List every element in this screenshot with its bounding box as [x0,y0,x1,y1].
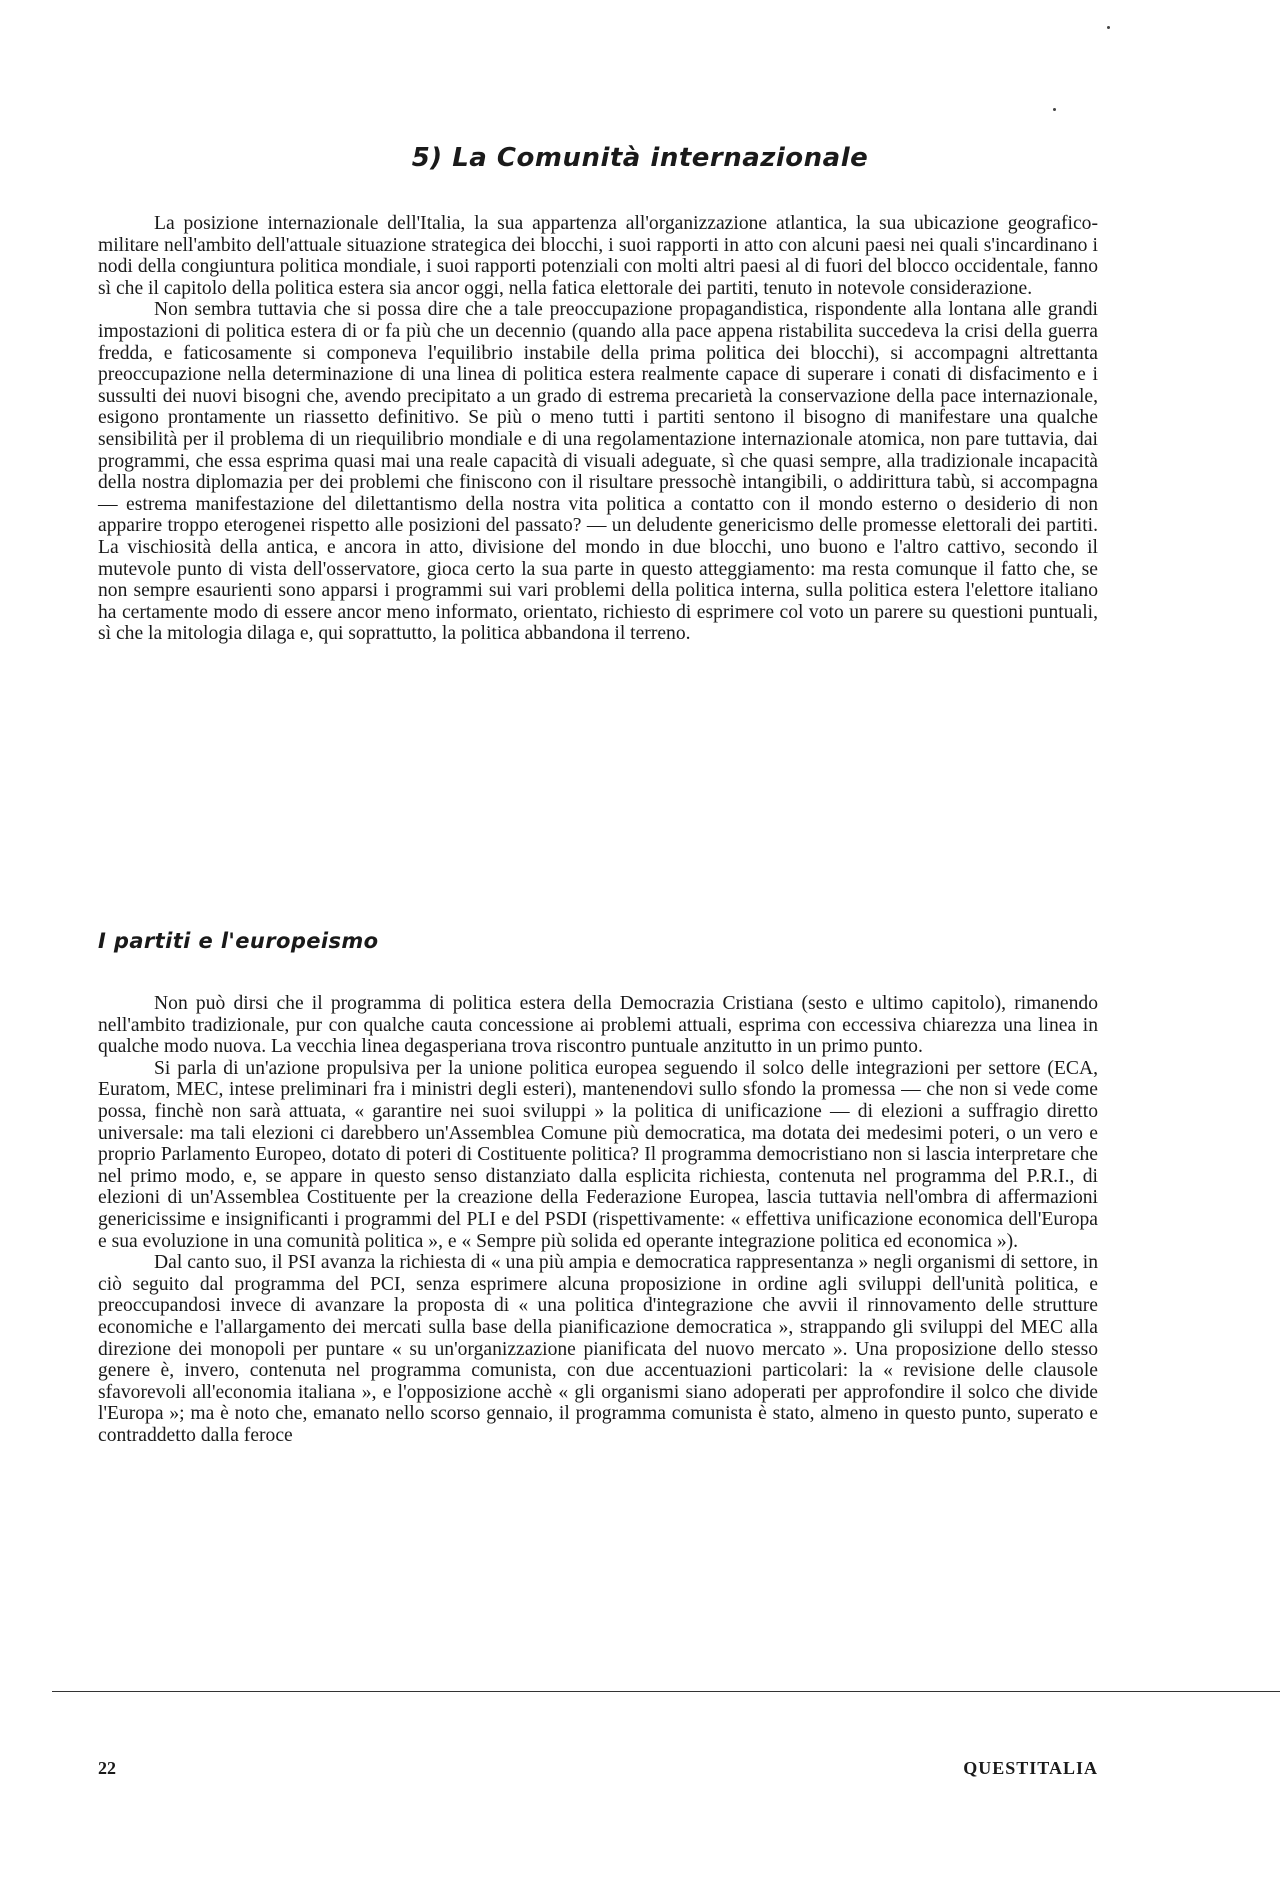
page-number: 22 [98,1758,116,1778]
strike-through-rule [52,1691,1280,1692]
section-title: 5) La Comunità internazionale [411,143,869,173]
paragraph: Non può dirsi che il programma di politica estera della Democrazia Cristiana (sesto e ultimo capitolo), rimanendo nell'ambito tradizionale, pur con qualche cauta concessione ai problemi attuali, esprima con eccessiva chiarezza una linea in qualche modo nuova. La vecchia linea degasperiana trova riscontro puntuale anzitutto in un primo punto. [98,993,1098,1058]
subheading-europeanism: I partiti e l'europeismo [98,929,379,953]
paragraph: La posizione internazionale dell'Italia, la sua appartenza all'organizzazione atlantica, la sua ubicazione geografico-militare nell'ambito dell'attuale situazione strategica dei blocchi, i suoi rapporti in atto con alcuni paesi nei quali s'incardinano i nodi della congiuntura politica mondiale, i suoi rapporti potenziali con molti altri paesi al di fuori del blocco occidentale, fanno sì che il capitolo della politica estera sia ancor oggi, nella fatica elettorale dei partiti, tenuto in notevole considerazione. [98,213,1098,299]
paragraph: Non sembra tuttavia che si possa dire che a tale preoccupazione propagandistica, rispondente alla lontana alle grandi impostazioni di politica estera di or fa più che un decennio (quando alla pace appena ristabilita succedeva la crisi della guerra fredda, e faticosamente si componeva l'equilibrio instabile della prima politica dei blocchi), si accompagni altrettanta preoccupazione nella determinazione di una linea di politica estera realmente capace di superare i conati di disfacimento e i sussulti dei nuovi bisogni che, avendo precipitato a un grado di estrema precarietà la conservazione della pace internazionale, esigono prontamente un riassetto definitivo. Se più o meno tutti i partiti sentono il bisogno di manifestare una qualche sensibilità per il problema di un riequilibrio mondiale e di una regolamentazione internazionale atomica, non pare tuttavia, dai programmi, che essa esprima quasi mai una reale capacità di visuali adeguate, sì che quasi sempre, alla tradizionale incapacità della nostra diplomazia per dei problemi che finiscono con il risultare pressochè intangibili, o addirittura tabù, si accompagna — estrema manifestazione del dilettantismo della nostra vita politica a contatto con il mondo esterno o desiderio di non apparire troppo eterogenei rispetto alle posizioni del passato? — un deludente genericismo delle promesse elettorali dei partiti. La vischiosità della antica, e ancora in atto, divisione del mondo in due blocchi, uno buono e l'altro cattivo, secondo il mutevole punto di vista dell'osservatore, gioca certo la sua parte in questo atteggiamento: ma resta comunque il fatto che, se non sempre esaurienti sono apparsi i programmi sui vari problemi della politica interna, sulla politica estera l'elettore italiano ha certamente modo di essere ancor meno informato, orientato, richiesto di esprimere col voto un parere su questioni puntuali, sì che la mitologia dilaga e, qui soprattutto, la politica abbandona il terreno. [98,299,1098,645]
paragraph: Dal canto suo, il PSI avanza la richiesta di « una più ampia e democratica rappresentanza » negli organismi di settore, in ciò seguito dal programma del PCI, senza esprimere alcuna proposizione in ordine agli sviluppi dell'unità politica, e preoccupandosi invece di avanzare la proposta di « una politica d'integrazione che avvii il rinnovamento delle strutture economiche e l'allargamento dei mercati sulla base della pianificazione democratica », strappando gli sviluppi del MEC alla direzione dei monopoli per puntare « su un'organizzazione pianificata del nuovo mercato ». Una proposizione dello stesso genere è, invero, contenuta nel programma comunista, con due accentuazioni particolari: la « revisione delle clausole sfavorevoli all'economia italiana », e l'opposizione acchè « gli organismi siano adoperati per approfondire il solco che divide l'Europa »; ma è noto che, emanato nello scorso gennaio, il programma comunista è stato, almeno in questo punto, superato e contraddetto dalla feroce [98,1252,1098,1446]
section-europeanism-body [98,993,1098,1446]
scan-speck [1053,108,1056,111]
publication-name: QUESTITALIA [963,1758,1098,1778]
scan-speck [1107,26,1110,29]
paragraph: Si parla di un'azione propulsiva per la unione politica europea seguendo il solco delle integrazioni per settore (ECA, Euratom, MEC, intese preliminari fra i ministri degli esteri), mantenendovi sullo sfondo la promessa — che non si vede come possa, finchè non sarà attuata, « garantire nei suoi sviluppi » la politica di unificazione — di elezioni a suffragio diretto universale: ma tali elezioni ci darebbero un'Assemblea Comune più democratica, ma dotata dei medesimi poteri, o un vero e proprio Parlamento Europeo, dotato di poteri di Costituente politica? Il programma democristiano non si lascia interpretare che nel primo modo, e, se appare in questo senso distanziato dalla esplicita richiesta, contenuta nel programma del P.R.I., di elezioni di un'Assemblea Costituente per la creazione della Federazione Europea, lascia tuttavia nell'ombra di affermazioni genericissime e insignificanti i programmi del PLI e del PSDI (rispettivamente: « effettiva unificazione economica dell'Europa e sua evoluzione in una comunità politica », e « Sempre più solida ed operante integrazione politica ed economica »). [98,1057,1098,1252]
section-international-community-body [98,213,1098,645]
